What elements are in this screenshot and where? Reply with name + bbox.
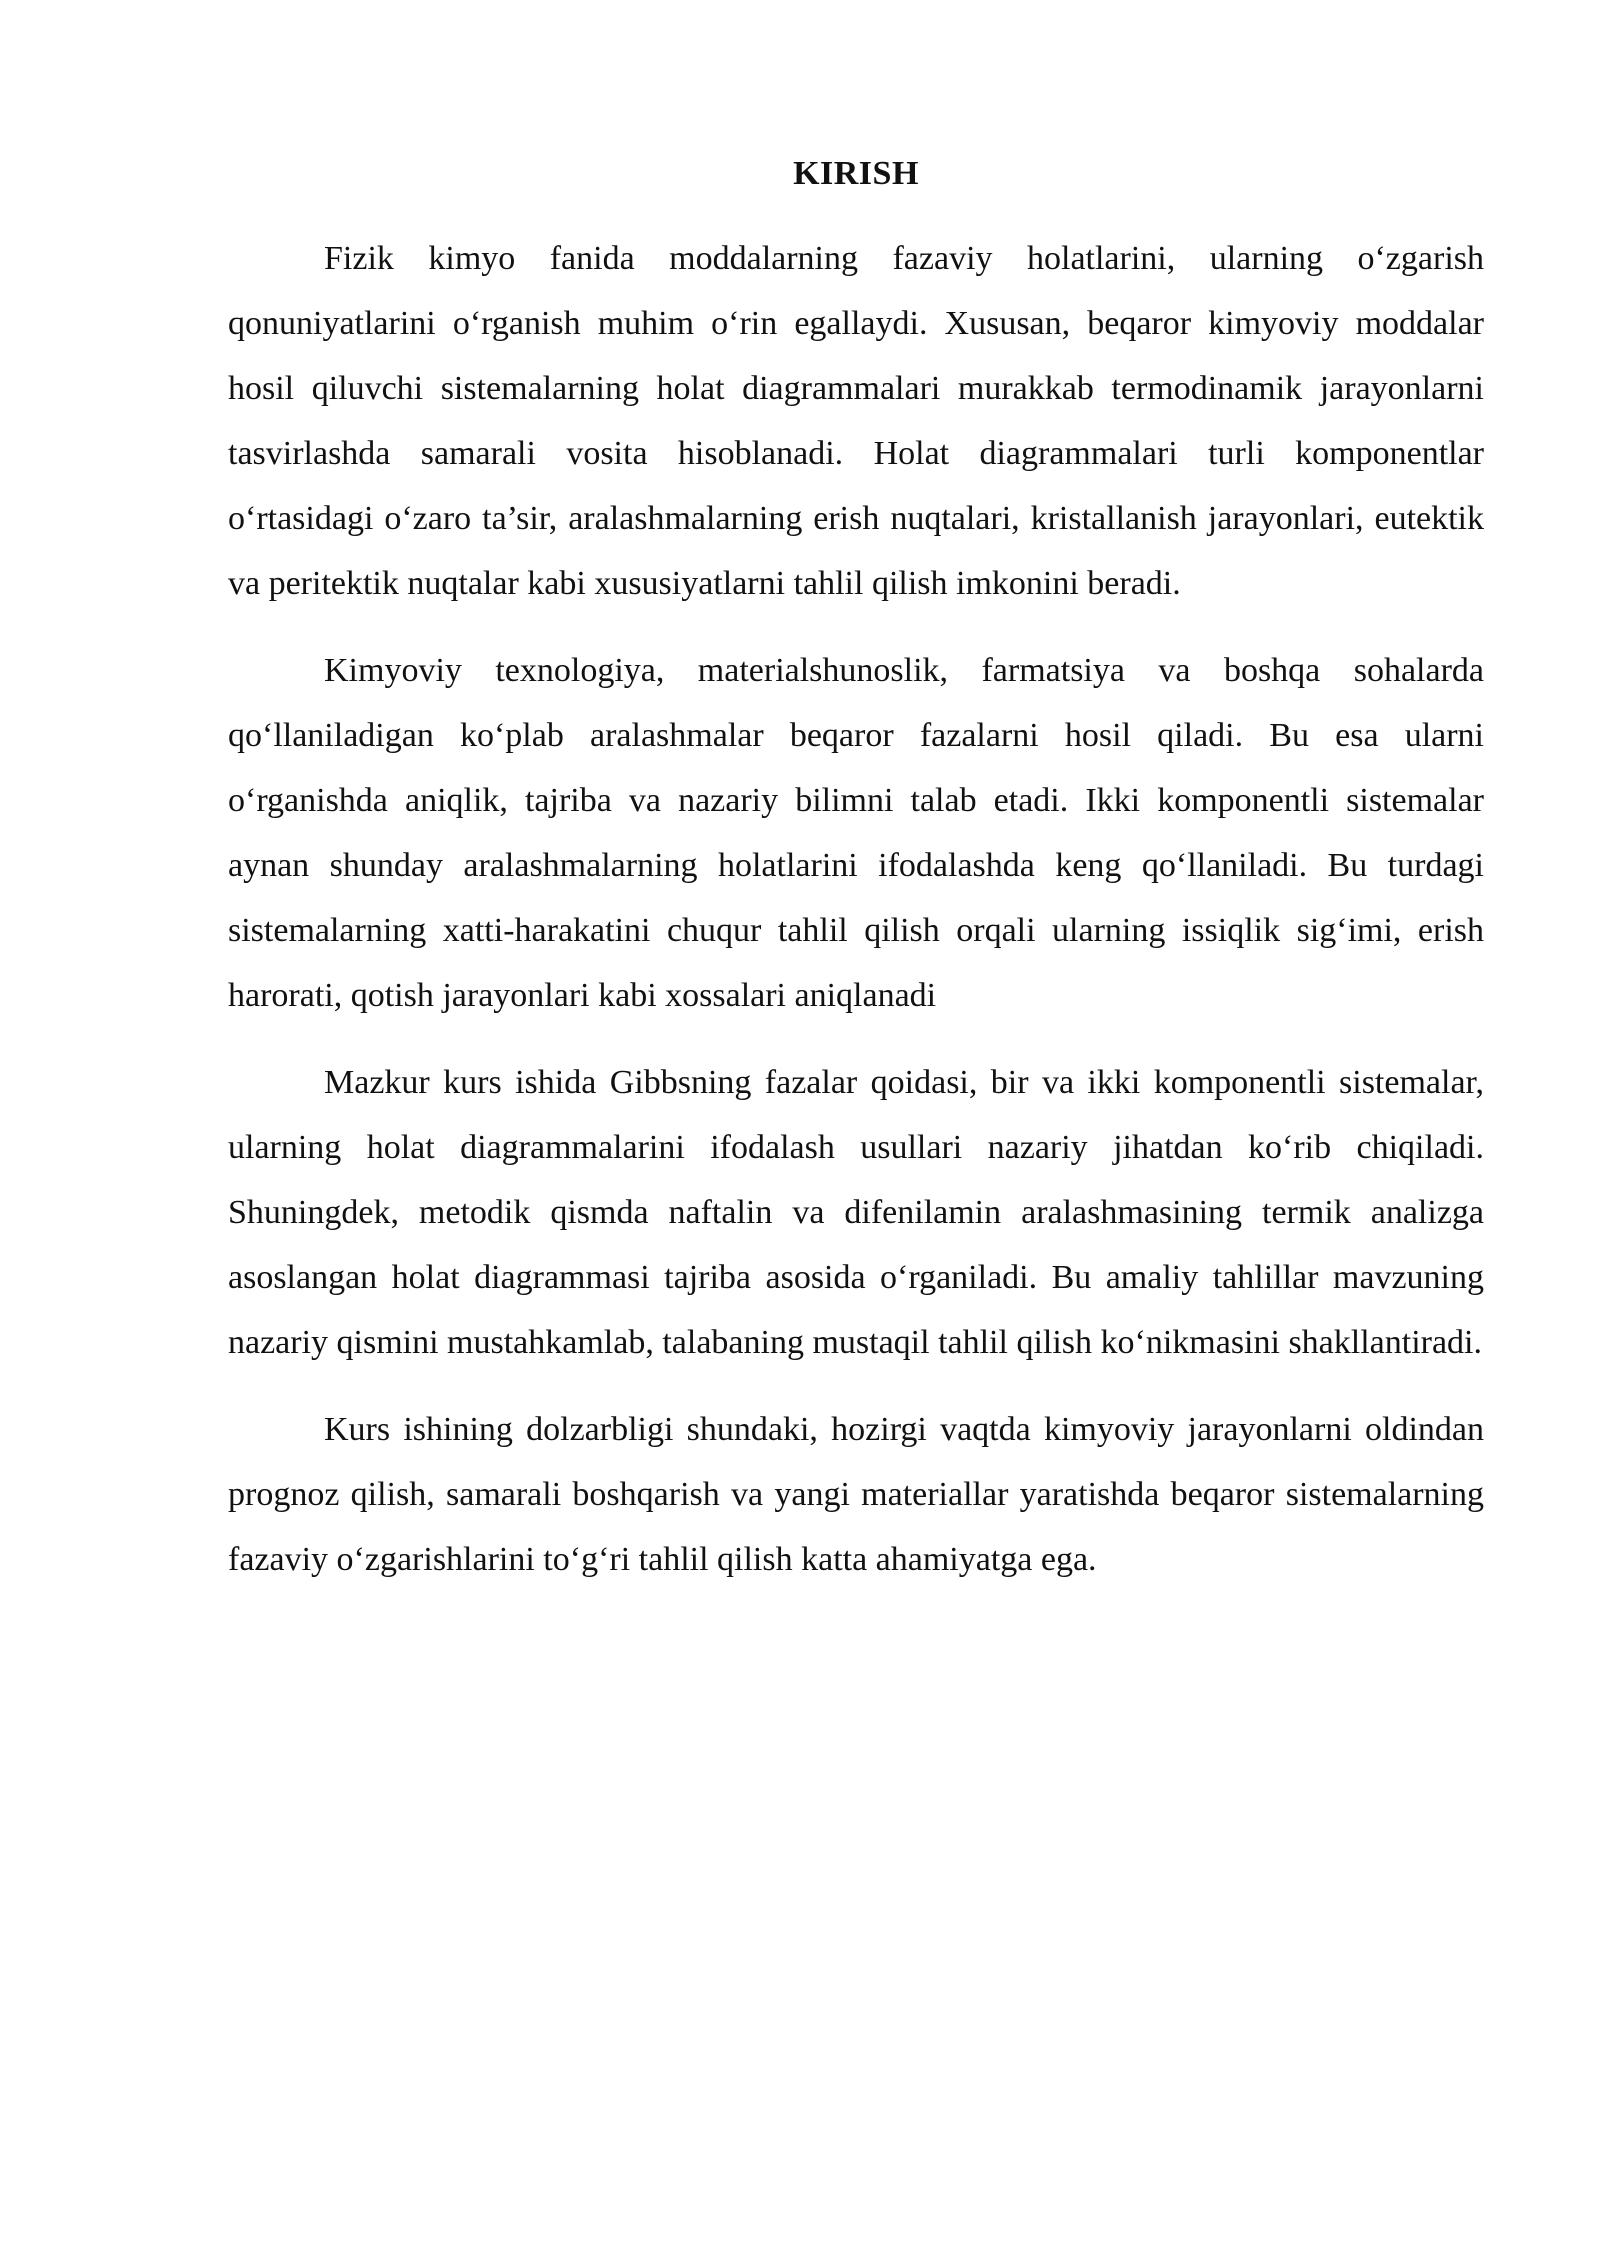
section-title: KIRISH [793,155,919,192]
paragraph-3: Mazkur kurs ishida Gibbsning fazalar qoidasi, bir va ikki komponentli sistemalar, ularning holat diagrammalarini ifodalash usullari nazariy jihatdan ko‘rib chiqiladi. Shuningdek, metodik qismda naftalin va difenilamin aralashmasining termik analizga asoslangan holat diagrammasi tajriba asosida o‘rganiladi. Bu amaliy tahlillar mavzuning nazariy qismini mustahkamlab, talabaning mustaqil tahlil qilish ko‘nikmasini shakllantiradi. [228,1064,1484,1361]
paragraph-2: Kimyoviy texnologiya, materialshunoslik, farmatsiya va boshqa sohalarda qo‘llaniladigan ko‘plab aralashmalar beqaror fazalarni hosil qiladi. Bu esa ularni o‘rganishda aniqlik, tajriba va nazariy bilimni talab etadi. Ikki komponentli sistemalar aynan shunday aralashmalarning holatlarini ifodalashda keng qo‘llaniladi. Bu turdagi sistemalarning xatti-harakatini chuqur tahlil qilish orqali ularning issiqlik sig‘imi, erish harorati, qotish jarayonlari kabi xossalari aniqlanadi [228,652,1484,1014]
paragraph-4: Kurs ishining dolzarbligi shundaki, hozirgi vaqtda kimyoviy jarayonlarni oldindan prognoz qilish, samarali boshqarish va yangi materiallar yaratishda beqaror sistemalarning fazaviy o‘zgarishlarini to‘g‘ri tahlil qilish katta ahamiyatga ega. [228,1411,1484,1578]
document-body [228,150,1484,1614]
paragraph-1: Fizik kimyo fanida moddalarning fazaviy holatlarini, ularning o‘zgarish qonuniyatlarini o‘rganish muhim o‘rin egallaydi. Xususan, beqaror kimyoviy moddalar hosil qiluvchi sistemalarning holat diagrammalari murakkab termodinamik jarayonlarni tasvirlashda samarali vosita hisoblanadi. Holat diagrammalari turli komponentlar o‘rtasidagi o‘zaro ta’sir, aralashmalarning erish nuqtalari, kristallanish jarayonlari, eutektik va peritektik nuqtalar kabi xususiyatlarni tahlil qilish imkonini beradi. [228,240,1484,602]
